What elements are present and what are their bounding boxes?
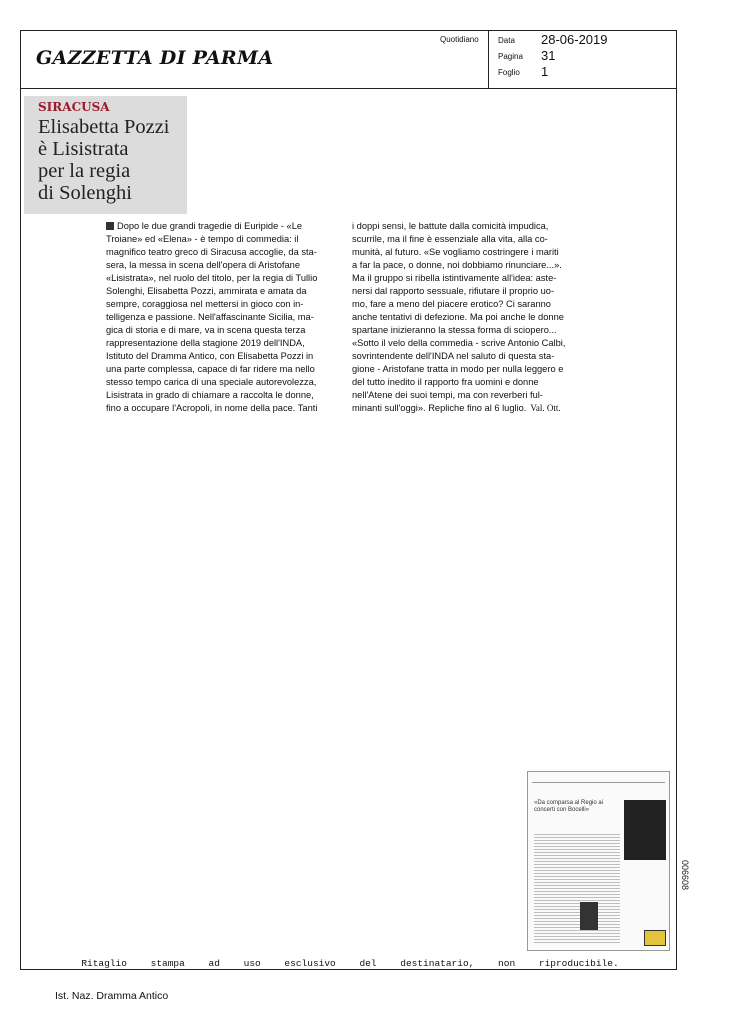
text-line: una parte complessa, capace di far ridere ma nello (106, 364, 315, 374)
text-line: sovrintendente dell'INDA nel saluto di questa sta- (352, 351, 555, 361)
text-line: «Lisistrata», nel ruolo del titolo, per la regia di Tullio (106, 273, 318, 283)
article-title (38, 116, 188, 204)
text-line: «Sotto il velo della commedia - scrive Antonio Calbi, (352, 338, 566, 348)
thumbnail-photo-small (580, 902, 598, 930)
text-line: sempre, coraggiosa nel mettersi in gioco con in- (106, 299, 304, 309)
thumbnail-headline: «Da comparsa al Regio ai concerti con Bocelli» (534, 800, 604, 813)
article-column-2 (352, 220, 592, 415)
page-thumbnail (527, 771, 670, 951)
newspaper-masthead: GAZZETTA DI PARMA (36, 47, 274, 69)
text-line: Lisistrata in grado di chiamare a raccolta le donne, (106, 390, 314, 400)
page-label: Pagina (498, 52, 523, 61)
header-separator (488, 30, 489, 88)
square-bullet-icon (106, 222, 114, 230)
title-line: è Lisistrata (38, 138, 129, 160)
text-line: gica di storia e di mare, va in scena questa terza (106, 325, 306, 335)
sheet-value: 1 (541, 64, 549, 79)
text-line (106, 220, 346, 233)
article-column-1 (106, 220, 346, 415)
text-line: sera, la messa in scena dell'opera di Aristofane (106, 260, 301, 270)
thumbnail-badge (644, 930, 666, 946)
text-line: stesso tempo carica di una speciale autorevolezza, (106, 377, 317, 387)
date-label: Data (498, 36, 515, 45)
text-line: Solenghi, Elisabetta Pozzi, ammirata e amata da (106, 286, 307, 296)
sheet-label: Foglio (498, 68, 520, 77)
footer-note: Ritaglio stampa ad uso esclusivo del destinatario, non riproducibile. (81, 958, 619, 969)
text-line: nell'Atene dei suoi tempi, ma con reverberi ful- (352, 390, 543, 400)
text-line: magnifico teatro greco di Siracusa accoglie, da sta- (106, 247, 317, 257)
text-line: i doppi sensi, le battute dalla comicità impudica, (352, 221, 549, 231)
thumbnail-header-rule (532, 776, 665, 783)
text-line: spartane inizieranno la stessa forma di sciopero... (352, 325, 557, 335)
text-line: nersi dal rapporto sessuale, rifiutare il proprio uo- (352, 286, 555, 296)
publication-kind: Quotidiano (440, 35, 479, 44)
text-line: gione - Aristofane tratta in modo per nulla leggero e (352, 364, 564, 374)
title-line: Elisabetta Pozzi (38, 116, 170, 138)
title-line: per la regia (38, 160, 131, 182)
text-line (352, 402, 592, 415)
text-line: Troiane» ed «Elena» - è tempo di commedia: il (106, 234, 299, 244)
title-line: di Solenghi (38, 182, 132, 204)
thumbnail-photo (624, 800, 666, 860)
text-line: a far la pace, o donne, noi dobbiamo rinunciare...». (352, 260, 562, 270)
text-line: anche tentativi di defezione. Ma poi anche le donne (352, 312, 564, 322)
text-line: Istituto del Dramma Antico, con Elisabetta Pozzi in (106, 351, 314, 361)
text-line: rappresentazione della stagione 2019 dell'INDA, (106, 338, 305, 348)
text-line: scurrile, ma il fine è essenziale alla vita, alla co- (352, 234, 548, 244)
text-line: del tutto inedito il rapporto fra uomini e donne (352, 377, 539, 387)
page-value: 31 (541, 48, 556, 63)
side-code: 006608 (680, 860, 690, 891)
article-kicker: SIRACUSA (38, 100, 110, 114)
thumbnail-text-block (534, 832, 620, 944)
source-label: Ist. Naz. Dramma Antico (55, 990, 169, 1002)
header-divider (20, 88, 677, 89)
text-line-content: Dopo le due grandi tragedie di Euripide - «Le (117, 221, 303, 231)
text-line: mo, fare a meno del piacere erotico? Ci saranno (352, 299, 551, 309)
text-line: munità, al futuro. «Se vogliamo costringere i mariti (352, 247, 559, 257)
text-line: fino a occupare l'Acropoli, in nome della pace. Tanti (106, 403, 318, 413)
date-value: 28-06-2019 (541, 32, 608, 47)
text-line: telligenza e passione. Nell'affascinante Sicilia, ma- (106, 312, 314, 322)
text-line-content: minanti sull'oggi». Repliche fino al 6 luglio. (352, 403, 527, 413)
text-line: Ma il gruppo si ribella istintivamente all'idea: aste- (352, 273, 557, 283)
author-signature: Val. Ott. (530, 403, 561, 413)
